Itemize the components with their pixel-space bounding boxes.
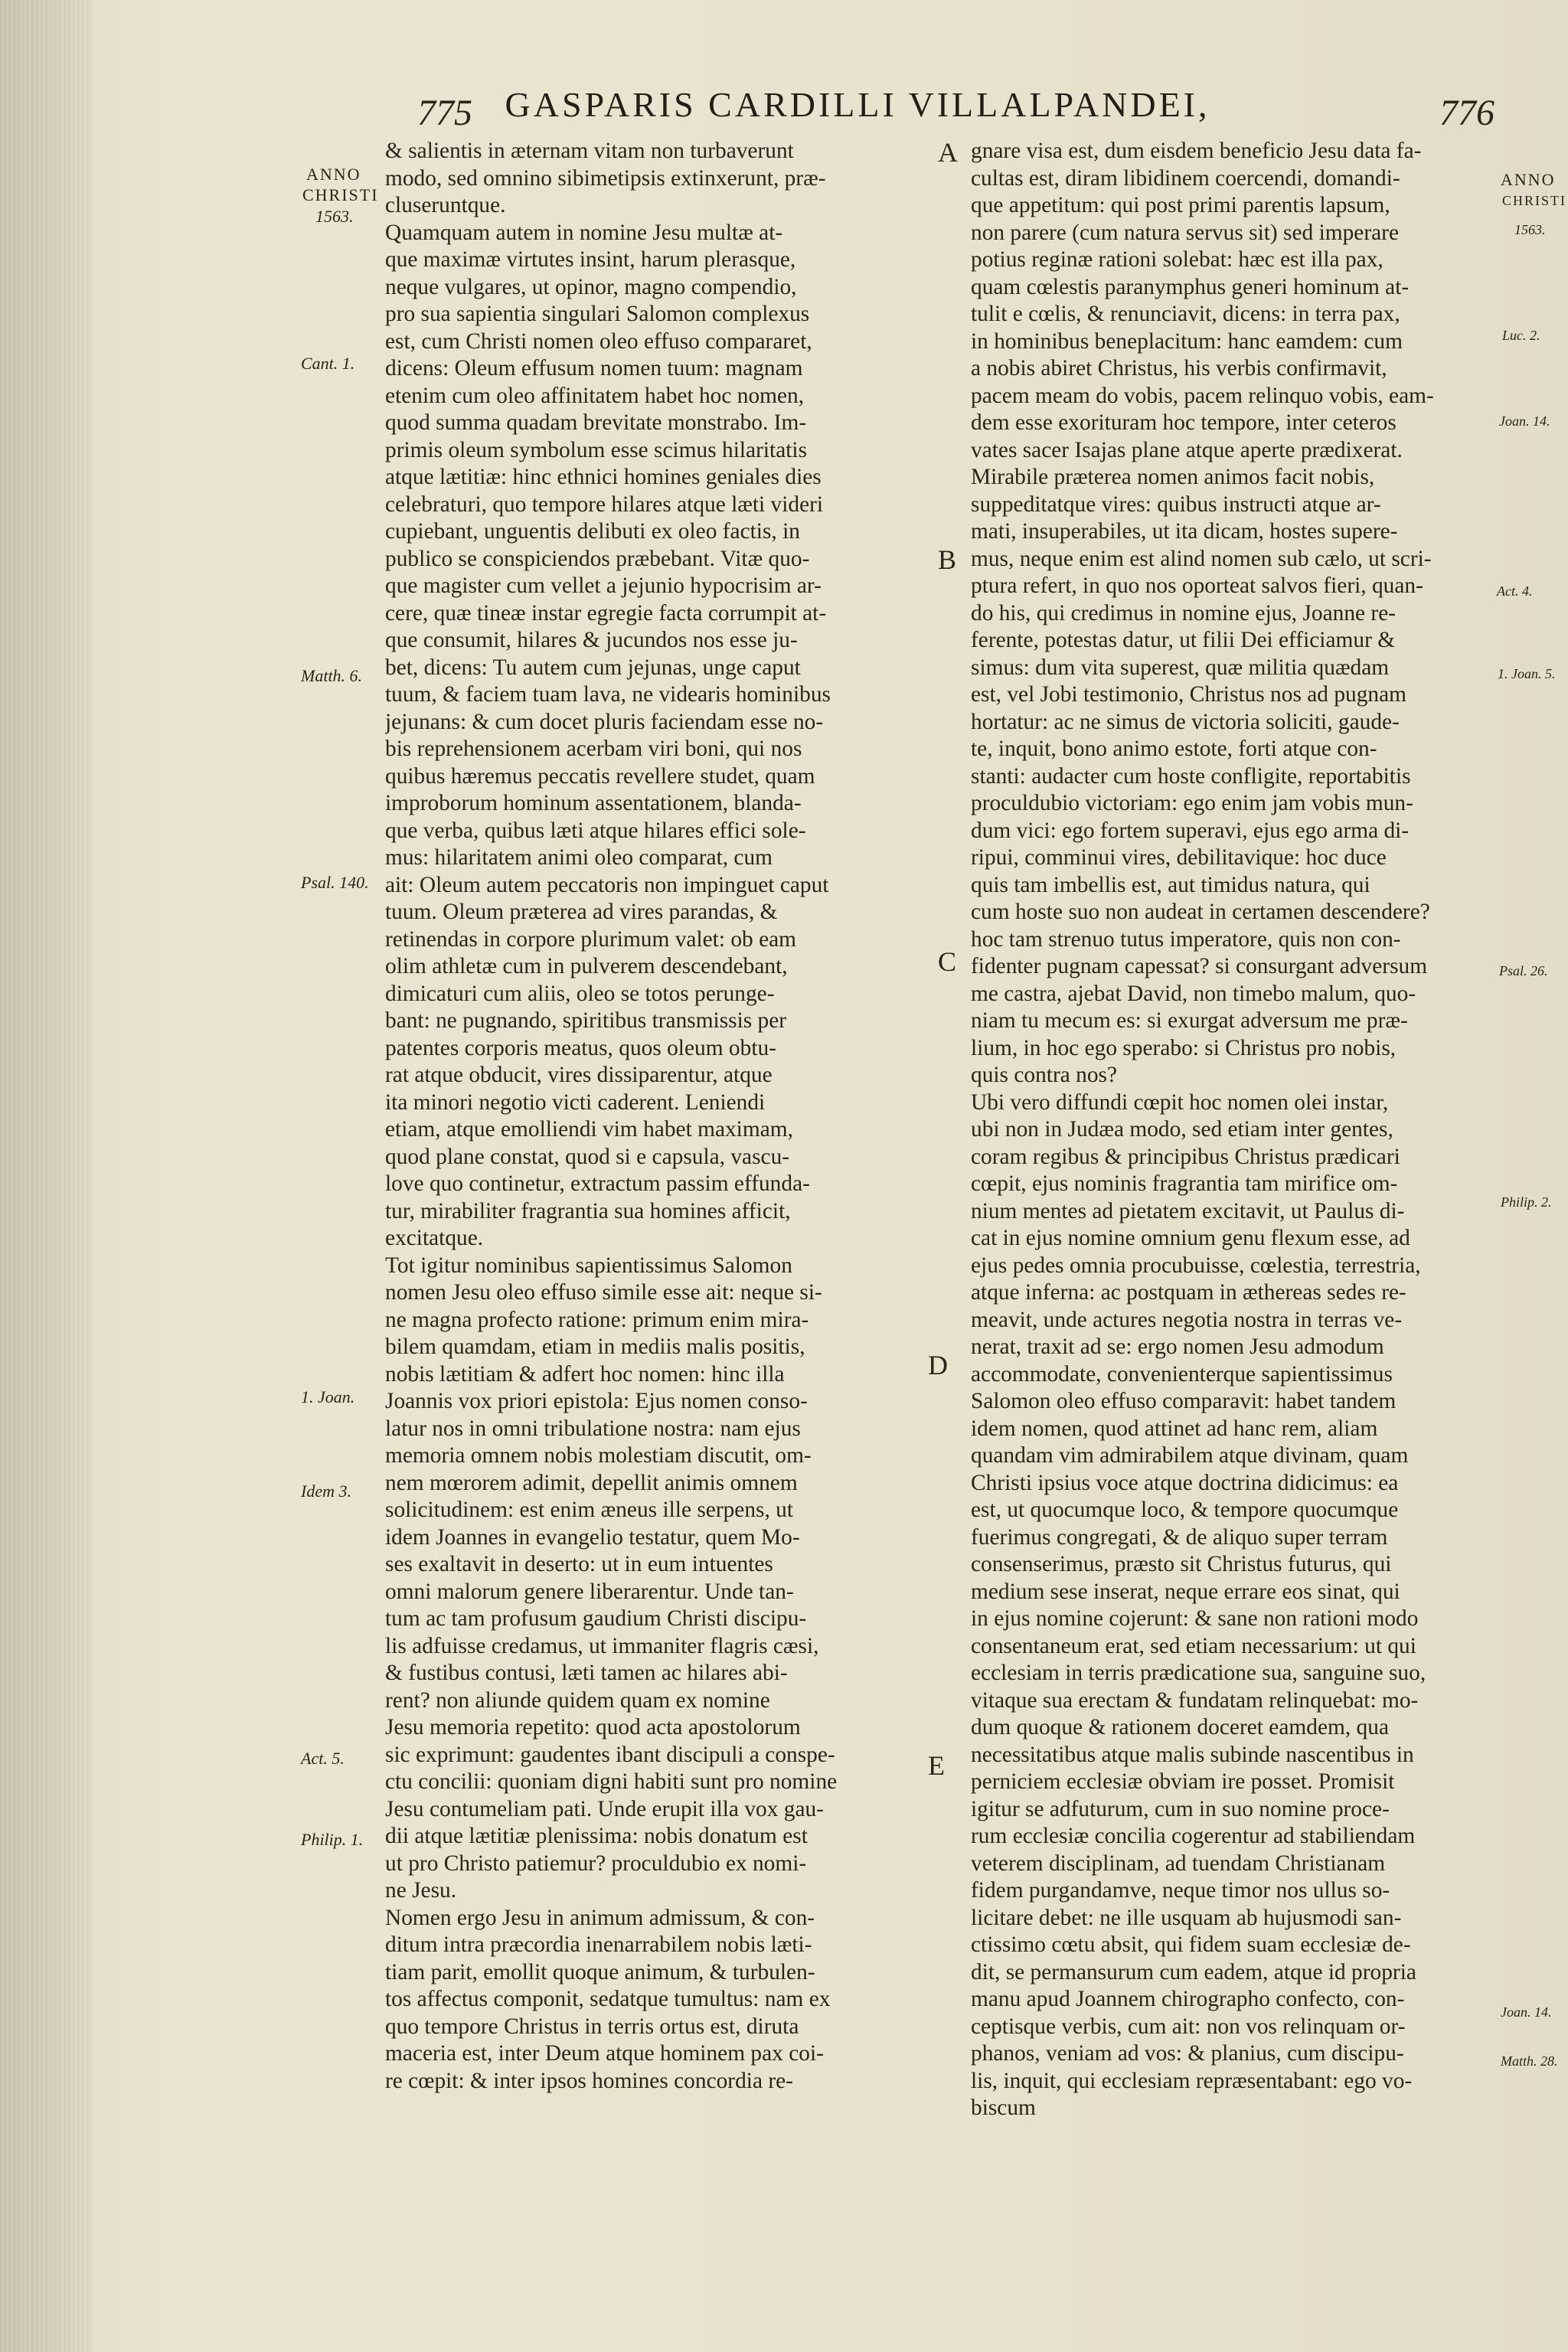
text-line: atque inferna: ac postquam in æthereas sedes re- xyxy=(971,1280,1406,1305)
margin-year-right: 1563. xyxy=(1514,222,1546,237)
text-line: non parere (cum natura servus sit) sed imperare xyxy=(971,220,1400,245)
margin-note-left: Philip. 1. xyxy=(301,1830,364,1849)
text-line: Jesu contumeliam pati. Unde erupit illa vox gau- xyxy=(385,1796,824,1821)
text-line: cultas est, diram libidinem coercendi, domandi- xyxy=(971,165,1400,191)
text-line: dum quoque & rationem doceret eamdem, qua xyxy=(971,1715,1389,1740)
text-column-left xyxy=(385,138,921,2095)
text-line: & salientis in æternam vitam non turbaverunt xyxy=(385,139,794,163)
text-line: Christi ipsius voce atque doctrina didicimus: ea xyxy=(971,1470,1399,1495)
text-line: manu apud Joannem chirographo confecto, con- xyxy=(971,1987,1405,2011)
text-line: Joannis vox priori epistola: Ejus nomen conso- xyxy=(385,1389,808,1413)
margin-christi-left: CHRISTI xyxy=(302,185,379,204)
text-line: olim athletæ cum in pulverem descendebant, xyxy=(385,954,788,978)
text-line: niam tu mecum es: si exurgat adversum me præ- xyxy=(971,1008,1408,1033)
text-line: love quo continetur, extractum passim effunda- xyxy=(385,1171,810,1196)
text-line: ejus pedes omnia procubuisse, cœlestia, terrestria, xyxy=(971,1253,1421,1278)
text-line: quibus hæremus peccatis revellere studet, quam xyxy=(385,763,815,789)
text-line: cœpit, ejus nominis fragrantia tam mirifice om- xyxy=(971,1171,1398,1196)
text-line: quandam vim admirabilem atque divinam, quam xyxy=(971,1443,1409,1468)
text-line: nem mœrorem adimit, depellit animis omnem xyxy=(385,1470,798,1495)
text-line: perniciem ecclesiæ obviam ire posset. Promisit xyxy=(971,1769,1395,1794)
text-column-right xyxy=(971,138,1495,2122)
text-line: excitatque. xyxy=(385,1226,484,1250)
text-line: do his, qui credimus in nomine ejus, Joanne re- xyxy=(971,600,1396,626)
text-line: ses exaltavit in deserto: ut in eum intuentes xyxy=(385,1552,773,1576)
margin-note-right: Joan. 14. xyxy=(1499,413,1550,429)
text-line: est, vel Jobi testimonio, Christus nos ad pugnam xyxy=(971,682,1407,707)
text-line: atque lætitiæ: hinc ethnici homines geniales dies xyxy=(385,465,822,489)
text-line: fidenter pugnam capessat? si consurgant adversum xyxy=(971,954,1428,978)
margin-anno-right: ANNO xyxy=(1501,170,1556,189)
text-line: etenim cum oleo affinitatem habet hoc nomen, xyxy=(385,383,805,408)
text-line: que maximæ virtutes insint, harum plerasque, xyxy=(385,247,796,272)
text-line: ctu concilii: quoniam digni habiti sunt pro nomine xyxy=(385,1769,838,1794)
text-line: suppeditatque vires: quibus instructi atque ar- xyxy=(971,492,1381,517)
text-line: dum vici: ego fortem superavi, ejus ego arma di- xyxy=(971,818,1410,843)
page-number-right: 776 xyxy=(1439,93,1494,133)
text-line: ripui, comminui vires, debilitavique: hoc duce xyxy=(971,845,1387,870)
text-line: nomen Jesu oleo effuso simile esse ait: neque si- xyxy=(385,1280,822,1305)
text-line: fuerimus congregati, & de aliquo super terram xyxy=(971,1524,1388,1550)
text-line: Tot igitur nominibus sapientissimus Salomon xyxy=(385,1253,792,1278)
text-line: lium, in hoc ego sperabo: si Christus pro nobis, xyxy=(971,1035,1396,1060)
text-line: bet, dicens: Tu autem cum jejunas, unge caput xyxy=(385,655,801,680)
text-line: dit, se permansurum cum eadem, atque id propria xyxy=(971,1959,1416,1984)
text-line: tulit e cœlis, & renunciavit, dicens: in terra pax, xyxy=(971,302,1400,326)
text-line: a nobis abiret Christus, his verbis confirmavit, xyxy=(971,356,1387,381)
text-line: que verba, quibus læti atque hilares effici sole- xyxy=(385,818,806,843)
text-line: hortatur: ac ne simus de victoria soliciti, gaude- xyxy=(971,709,1400,734)
text-line: ptura refert, in quo nos oporteat salvos fieri, quan- xyxy=(971,573,1423,598)
text-line: quis tam imbellis est, aut timidus natura, qui xyxy=(971,872,1370,897)
text-line: bilem quamdam, etiam in mediis malis positis, xyxy=(385,1334,805,1359)
text-line: sic exprimunt: gaudentes ibant discipuli a conspe- xyxy=(385,1742,835,1767)
margin-note-left: Psal. 140. xyxy=(301,873,369,892)
text-line: omni malorum genere liberarentur. Unde tan- xyxy=(385,1579,794,1604)
text-line: lis adfuisse credamus, ut immaniter flagris cæsi, xyxy=(385,1633,819,1658)
text-line: cum hoste suo non audeat in certamen descendere? xyxy=(971,900,1430,924)
text-line: meavit, unde actures negotia nostra in terras ve- xyxy=(971,1307,1403,1332)
text-line: necessitatibus atque malis subinde nascentibus in xyxy=(971,1742,1414,1767)
text-line: cluseruntque. xyxy=(385,193,506,217)
text-line: quam cœlestis paranymphus generi hominum at- xyxy=(971,274,1410,299)
text-line: que magister cum vellet a jejunio hypocrisim ar- xyxy=(385,573,822,598)
text-line: veterem disciplinam, ad tuendam Christianam xyxy=(971,1851,1386,1876)
text-line: ceptisque verbis, cum ait: non vos relinquam or- xyxy=(971,2014,1406,2039)
text-line: tos affectus componit, sedatque tumultus: nam ex xyxy=(385,1987,831,2011)
text-line: publico se conspiciendos præbebant. Vitæ quo- xyxy=(385,546,810,571)
text-line: mati, insuperabiles, ut ita dicam, hostes supere- xyxy=(971,519,1398,544)
text-line: stanti: audacter cum hoste confligite, reportabitis xyxy=(971,763,1411,789)
text-line: pro sua sapientia singulari Salomon complexus xyxy=(385,302,810,326)
text-line: bis reprehensionem acerbam viri boni, qui nos xyxy=(385,737,802,761)
text-line: phanos, veniam ad vos: & planius, cum discipu- xyxy=(971,2041,1404,2066)
text-line: ditum intra præcordia inenarrabilem nobis læti- xyxy=(385,1932,812,1957)
text-line: ait: Oleum autem peccatoris non impinguet caput xyxy=(385,872,829,897)
margin-note-left: Idem 3. xyxy=(301,1481,351,1501)
text-line: solicitudinem: est enim æneus ille serpens, ut xyxy=(385,1498,794,1522)
text-line: Mirabile præterea nomen animos facit nobis, xyxy=(971,465,1375,489)
text-line: retinendas in corpore plurimum valet: ob eam xyxy=(385,926,797,952)
page-number-left: 775 xyxy=(417,93,472,133)
text-line: primis oleum symbolum esse scimus hilaritatis xyxy=(385,437,808,462)
text-line: nerat, traxit ad se: ergo nomen Jesu admodum xyxy=(971,1334,1384,1359)
text-line: fidem purgandamve, neque timor nos ullus so- xyxy=(971,1878,1390,1903)
section-letter: B xyxy=(938,544,957,575)
text-line: me castra, ajebat David, non timebo malum, quo- xyxy=(971,981,1416,1006)
text-line: ferente, potestas datur, ut filii Dei efficiamur & xyxy=(971,628,1396,652)
text-line: re cœpit: & inter ipsos homines concordia re- xyxy=(385,2068,793,2093)
text-line: coram regibus & principibus Christus prædicari xyxy=(971,1144,1400,1169)
text-line: dii atque lætitiæ plenissima: nobis donatum est xyxy=(385,1824,808,1848)
text-line: dem esse exorituram hoc tempore, inter ceteros xyxy=(971,410,1396,435)
text-line: licitare debet: ne ille usquam ab hujusmodi san- xyxy=(971,1905,1402,1930)
text-line: improborum hominum assentationem, blanda- xyxy=(385,791,802,815)
text-line: simus: dum vita superest, quæ militia quædam xyxy=(971,655,1390,680)
text-line: ne magna profecto ratione: primum enim mira- xyxy=(385,1307,809,1332)
text-line: bant: ne pugnando, spiritibus transmissis per xyxy=(385,1008,787,1033)
text-line: idem Joannes in evangelio testatur, quem Mo- xyxy=(385,1524,800,1550)
text-line: cupiebant, unguentis delibuti ex oleo factis, in xyxy=(385,519,800,544)
margin-note-right: Matth. 28. xyxy=(1501,2053,1558,2069)
text-line: ne Jesu. xyxy=(385,1878,457,1903)
text-line: latur nos in omni tribulatione nostra: nam ejus xyxy=(385,1416,801,1441)
text-line: tuum. Oleum præterea ad vires parandas, & xyxy=(385,900,778,924)
text-line: gnare visa est, dum eisdem beneficio Jesu data fa- xyxy=(971,139,1422,163)
text-line: Salomon oleo effuso comparavit: habet tandem xyxy=(971,1389,1396,1413)
text-line: dimicaturi cum aliis, oleo se totos perunge- xyxy=(385,981,775,1006)
text-line: ecclesiam in terris prædicatione sua, sanguine suo, xyxy=(971,1661,1426,1685)
text-line: biscum xyxy=(971,2096,1036,2120)
text-line: nium mentes ad pietatem excitavit, ut Paulus di- xyxy=(971,1198,1405,1223)
section-letter: E xyxy=(928,1750,945,1781)
margin-note-right: 1. Joan. 5. xyxy=(1498,666,1556,681)
text-line: idem nomen, quod attinet ad hanc rem, aliam xyxy=(971,1416,1378,1441)
margin-note-left: Matth. 6. xyxy=(301,666,363,685)
text-line: mus, neque enim est alind nomen sub cælo, ut scri- xyxy=(971,546,1432,571)
text-line: rum ecclesiæ concilia cogerentur ad stabiliendam xyxy=(971,1824,1416,1848)
text-line: quod plane constat, quod si e capsula, vascu- xyxy=(385,1144,790,1169)
text-line: que appetitum: qui post primi parentis lapsum, xyxy=(971,193,1390,217)
text-line: celebraturi, quo tempore hilares atque læti videri xyxy=(385,492,824,517)
margin-anno-left: ANNO xyxy=(306,165,361,184)
margin-note-right: Philip. 2. xyxy=(1501,1194,1552,1210)
text-line: cat in ejus nomine omnium genu flexum esse, ad xyxy=(971,1226,1410,1250)
text-line: quod summa quadam brevitate monstrabo. Im- xyxy=(385,410,807,435)
text-line: cere, quæ tineæ instar egregie facta corrumpit at- xyxy=(385,600,827,626)
text-line: Quamquam autem in nomine Jesu multæ at- xyxy=(385,220,783,245)
text-line: mus: hilaritatem animi oleo comparat, cum xyxy=(385,845,773,870)
margin-year-left: 1563. xyxy=(315,207,354,226)
text-line: rat atque obducit, vires dissiparentur, atque xyxy=(385,1063,773,1087)
text-line: dicens: Oleum effusum nomen tuum: magnam xyxy=(385,356,803,381)
text-line: igitur se adfuturum, cum in suo nomine proce- xyxy=(971,1796,1390,1821)
text-line: potius reginæ rationi solebat: hæc est illa pax, xyxy=(971,247,1383,272)
text-line: rent? non aliunde quidem quam ex nomine xyxy=(385,1687,770,1713)
margin-note-right: Act. 4. xyxy=(1497,583,1533,599)
text-line: lis, inquit, qui ecclesiam repræsentabant: ego vo- xyxy=(971,2068,1413,2093)
margin-note-left: Cant. 1. xyxy=(301,354,355,373)
text-line: ita minori negotio victi caderent. Leniendi xyxy=(385,1089,766,1115)
margin-note-right: Luc. 2. xyxy=(1502,328,1540,343)
text-line: maceria est, inter Deum atque hominem pax coi- xyxy=(385,2041,824,2066)
text-line: etiam, atque emolliendi vim habet maximam, xyxy=(385,1117,793,1142)
text-line: te, inquit, bono animo estote, forti atque con- xyxy=(971,737,1377,761)
text-line: vates sacer Isajas plane atque aperte prædixerat. xyxy=(971,437,1403,462)
text-line: in ejus nomine cojerunt: & sane non rationi modo xyxy=(971,1606,1419,1631)
margin-note-right: Joan. 14. xyxy=(1501,2004,1552,2020)
text-line: memoria omnem nobis molestiam discutit, om- xyxy=(385,1443,812,1468)
margin-note-left: 1. Joan. xyxy=(301,1387,355,1406)
section-letter: C xyxy=(938,946,957,977)
running-head: GASPARIS CARDILLI VILLALPANDEI, xyxy=(505,85,1210,124)
text-line: nobis lætitiam & adfert hoc nomen: hinc illa xyxy=(385,1361,785,1387)
margin-christi-right: CHRISTI xyxy=(1502,193,1567,208)
text-line: tiam parit, emollit quoque animum, & turbulen- xyxy=(385,1959,815,1984)
text-line: modo, sed omnino sibimetipsis extinxerunt, præ- xyxy=(385,165,826,191)
text-line: hoc tam strenuo tutus imperatore, quis non con- xyxy=(971,926,1401,952)
text-line: tum ac tam profusum gaudium Christi discipu- xyxy=(385,1606,807,1631)
text-line: quo tempore Christus in terris ortus est, diruta xyxy=(385,2014,799,2039)
text-line: ctissimo cœtu absit, qui fidem suam ecclesiæ de- xyxy=(971,1932,1411,1957)
text-line: ut pro Christo patiemur? proculdubio ex nomi- xyxy=(385,1851,807,1876)
text-line: neque vulgares, ut opinor, magno compendio, xyxy=(385,274,797,299)
text-line: tur, mirabiliter fragrantia sua homines afficit, xyxy=(385,1198,791,1223)
text-line: Jesu memoria repetito: quod acta apostolorum xyxy=(385,1715,801,1740)
text-line: ubi non in Judæa modo, sed etiam inter gentes, xyxy=(971,1117,1393,1142)
text-line: Nomen ergo Jesu in animum admissum, & con- xyxy=(385,1905,815,1930)
text-line: quis contra nos? xyxy=(971,1063,1117,1087)
text-line: consenserimus, præsto sit Christus futurus, qui xyxy=(971,1552,1392,1576)
text-line: proculdubio victoriam: ego enim jam vobis mun- xyxy=(971,791,1413,815)
text-line: patentes corporis meatus, quos oleum obtu- xyxy=(385,1035,776,1060)
text-line: accommodate, convenienterque sapientissimus xyxy=(971,1361,1393,1387)
page-edge xyxy=(0,0,92,2352)
text-line: medium sese inserat, neque errare eos sinat, qui xyxy=(971,1579,1400,1604)
margin-note-left: Act. 5. xyxy=(301,1749,345,1768)
section-letter: D xyxy=(928,1350,948,1380)
text-line: & fustibus contusi, læti tamen ac hilares abi- xyxy=(385,1661,788,1685)
text-line: pacem meam do vobis, pacem relinquo vobis, eam- xyxy=(971,383,1434,408)
text-line: jejunans: & cum docet pluris faciendam esse no- xyxy=(385,709,824,734)
text-line: est, cum Christi nomen oleo effuso compararet, xyxy=(385,328,812,354)
text-line: que consumit, hilares & jucundos nos esse ju- xyxy=(385,628,798,652)
text-line: in hominibus beneplacitum: hanc eamdem: cum xyxy=(971,328,1403,354)
margin-note-right: Psal. 26. xyxy=(1499,963,1548,978)
text-line: est, ut quocumque loco, & tempore quocumque xyxy=(971,1498,1399,1522)
text-line: Ubi vero diffundi cœpit hoc nomen olei instar, xyxy=(971,1089,1389,1115)
text-line: vitaque sua erectam & fundatam relinquebat: mo- xyxy=(971,1687,1419,1713)
text-line: tuum, & faciem tuam lava, ne videaris hominibus xyxy=(385,682,831,707)
section-letter: A xyxy=(938,137,958,168)
text-line: consentaneum erat, sed etiam necessarium: ut qui xyxy=(971,1633,1416,1658)
